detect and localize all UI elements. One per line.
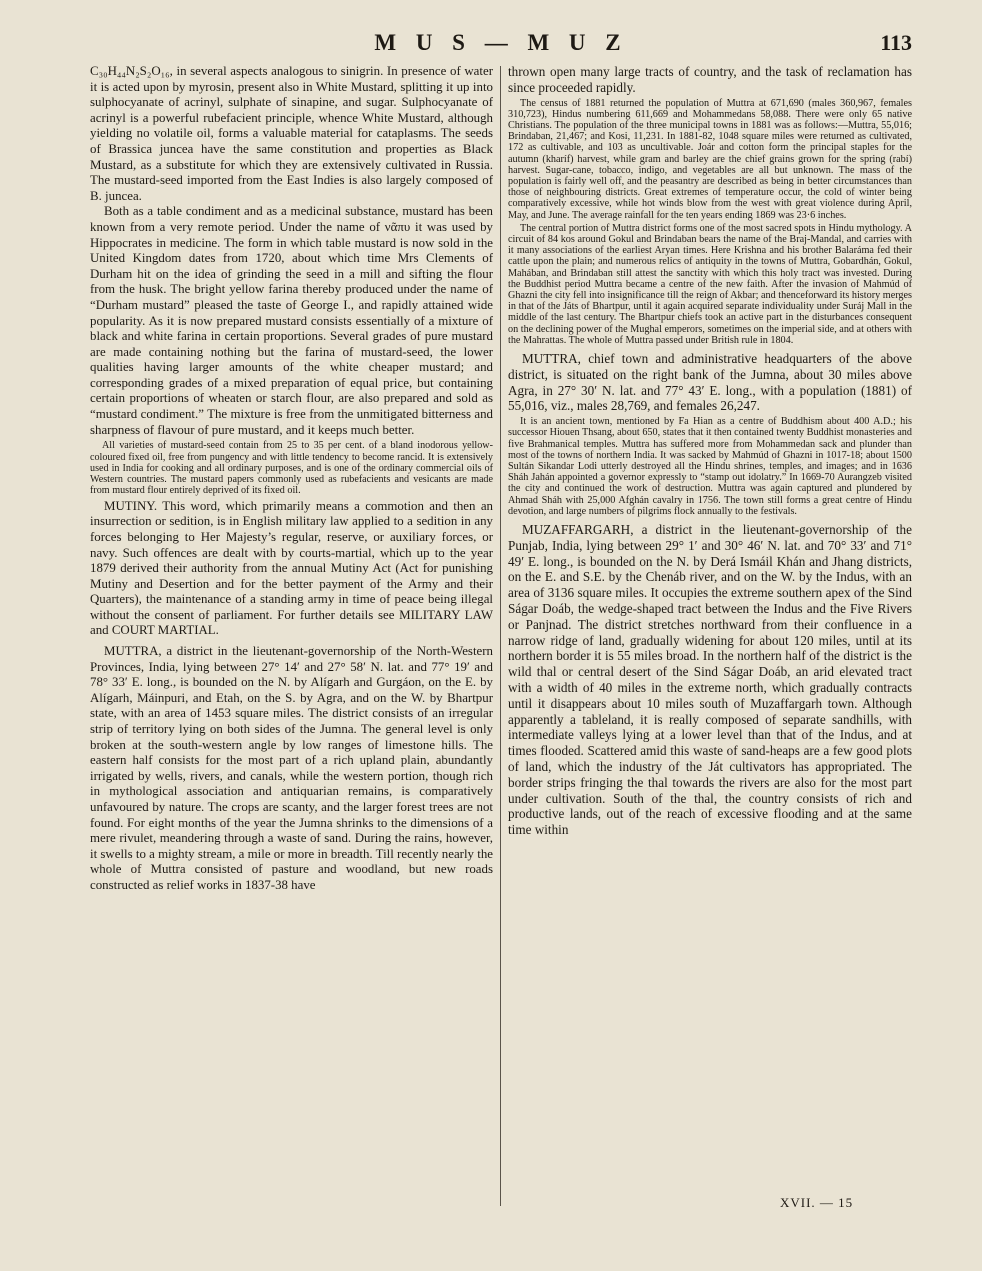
signature-mark: XVII. — 15 bbox=[780, 1195, 854, 1210]
entry-mutiny: MUTINY. This word, which primarily means a commotion and then an insurrection or sedition, is in English military law applied to a sedition in any forces belonging to Her Majesty’s regular, reserve, or auxiliary forces, or navy. Such offences are dealt with by courts-martial, which up to the year 1879 derived their authority from the annual Mutiny Act (Act for punishing Mutiny and Desertion and for the better payment of the Army and their Quarters), the maintenance of a standing army in time of peace being illegal without the consent of parliament. For further details see MILITARY LAW and COURT MARTIAL. bbox=[90, 498, 493, 638]
paragraph-muttra-continued: thrown open many large tracts of country, and the task of reclamation has since proceeded rapidly. bbox=[508, 64, 912, 95]
note-muttra-history: The central portion of Muttra district forms one of the most sacred spots in Hindu mythology. A circuit of 84 kos around Gokul and Brindaban bears the name of the Braj-Mandal, and carries with it many associations of the earliest Aryan times. Here Krishna and his brother Balaráma fed their cattle upon the plain; and numerous relics of antiquity in the towns of Muttra, Gobardhán, Gokul, Mahában, and Brindaban still attest the sanctity with which this holy tract was invested. During the Buddhist period Muttra became a centre of the new faith. After the invasion of Mahmúd of Ghazni the city fell into insignificance till the reign of Akbar; and thenceforward its history merges in that of the Játs of Bhartpur, until it again acquired separate individuality under Suráj Mall in the middle of the last century. The Bhartpur chiefs took an active part in the disturbances consequent on the declining power of the Mughal emperors, sometimes on the imperial side, and at others with the Mahrattas. The whole of Muttra passed under British rule in 1804. bbox=[508, 222, 912, 346]
entry-muttra-town: MUTTRA, chief town and administrative headquarters of the above district, is situated on the right bank of the Jumna, about 30 miles above Agra, in 27° 30′ N. lat. and 77° 43′ E. long., with a population (1881) of 55,016, viz., males 28,769, and females 26,247. bbox=[508, 351, 912, 414]
entry-muttra-district: MUTTRA, a district in the lieutenant-governorship of the North-Western Provinces, India, lying between 27° 14′ and 27° 58′ N. lat. and 77° 19′ and 78° 33′ E. long., is bounded on the N. by Alígarh and Gurgáon, on the E. by Alígarh, Máinpuri, and Etah, on the S. by Agra, and on the W. by Bhartpur state, with an area of 1453 square miles. The district consists of an irregular strip of territory lying on both sides of the Jumna. The general level is only broken at the south-western angle by low ranges of limestone hills. The eastern half consists for the most part of a rich upland plain, abundantly irrigated by wells, rivers, and canals, while the western portion, though rich in mythological association and antiquarian remains, is comparatively unfavoured by nature. The crops are scanty, and the larger forest trees are not found. For eight months of the year the Jumna shrinks to the dimensions of a mere rivulet, meandering through a waste of sand. During the rains, however, it swells to a mighty stream, a mile or more in breadth. Till recently nearly the whole of Muttra consisted of pasture and woodland, but new roads constructed as relief works in 1837-38 have bbox=[90, 644, 493, 892]
left-column bbox=[90, 64, 493, 1214]
entry-muzaffargarh: MUZAFFARGARH, a district in the lieutenant-governorship of the Punjab, India, lying between 29° 1′ and 30° 46′ N. lat. and 70° 33′ and 71° 49′ E. long., is bounded on the N. by Derá Ismáil Khán and Jhang districts, on the E. and S.E. by the Chenáb river, and on the W. by the Indus, with an area of 3136 square miles. It occupies the extreme southern apex of the Sind Ságar Doáb, the wedge-shaped tract between the Indus and the Five Rivers or Panjnad. The district stretches northward from their confluence in a narrow ridge of land, gradually widening for about 120 miles, until at its northern border it is 55 miles broad. In the northern half of the district is the wild thal or central desert of the Sind Ságar Doáb, an arid elevated tract with a width of 40 miles in the extreme north, which gradually contracts until it disappears about 10 miles south of Muzaffargarh town. Although apparently a tableland, it is really composed of separate sandhills, with intermediate valleys lying at a lower level than that of the Indus, and at times flooded. Scattered amid this waste of sand-heaps are a few good plots of land, which the industry of the Ját cultivators has appropriated. The border strips fringing the thal towards the rivers are also for the most part under cultivation. South of the thal, the country consists of rich and productive lands, out of the reach of excessive flooding and at the same time within bbox=[508, 522, 912, 838]
note-muttra-census: The census of 1881 returned the population of Muttra at 671,690 (males 360,967, females 310,723), Hindus numbering 611,669 and Mohammedans 58,088. There were only 65 native Christians. The population of the three municipal towns in 1881 was as follows:—Muttra, 55,016; Brindaban, 21,467; and Kosi, 11,231. In 1881-82, 1048 square miles were returned as cultivated, 172 as cultivable, and 103 as uncultivable. Joár and cotton form the principal staples for the autumn (kharíf) harvest, while gram and barley are the chief grains grown for the spring (rabí) harvest. Sugar-cane, tobacco, indigo, and vegetables are all but unknown. The mass of the population is fairly well off, and the peasantry are described as being in better circumstances than those of neighbouring districts. Great extremes of temperature occur, the cold of winter being comparatively excessive, while hot winds blow from the west with great violence during April, May, and June. The average rainfall for the ten years ending 1869 was 23·6 inches. bbox=[508, 97, 912, 221]
running-head: M U S — M U Z bbox=[374, 30, 628, 55]
paragraph-mustard-chemistry: C₃₀H₄₄N₂S₂O₁₆, in several aspects analogous to sinigrin. In presence of water it is acted upon by myrosin, present also in White Mustard, splitting it up into sulphocyanate of acrinyl, sulphate of sinapine, and sugar. Sulphocyanate of acrinyl is a powerful rubefacient principle, whence White Mustard, although yielding no volatile oil, forms a valuable material for cataplasms. The seeds of Brassica juncea have the same constitution and properties as Black Mustard, as a substitute for which they are extensively cultivated in Russia. The mustard-seed imported from the East Indies is also largely composed of B. juncea. bbox=[90, 64, 493, 203]
note-mustard-oil: All varieties of mustard-seed contain from 25 to 35 per cent. of a bland inodorous yellow-coloured fixed oil, free from pungency and with little tendency to become rancid. It is extensively used in India for cooking and all ordinary purposes, and is one of the ordinary commercial oils of Western countries. The mustard papers commonly used as rubefacients and vesicants are made from mustard flour entirely deprived of its fixed oil. bbox=[90, 440, 493, 497]
column-rule bbox=[500, 66, 501, 1206]
page-header bbox=[90, 30, 912, 62]
note-muttra-town-history: It is an ancient town, mentioned by Fa Hian as a centre of Buddhism about 400 A.D.; his successor Hiouen Thsang, about 650, states that it then contained twenty Buddhist monasteries and five Brahmanical temples. Muttra has suffered more from Mohammedan sack and plunder than most of the towns of northern India. It was sacked by Mahmúd of Ghazni in 1017-18; about 1500 Sultán Sikandar Lodi utterly destroyed all the Hindu shrines, temples, and images; and in 1636 Sháh Jahán appointed a governor expressly to “stamp out idolatry.” In 1669-70 Aurangzeb visited the city and continued the work of destruction. Muttra was again captured and plundered by Ahmad Sháh with 25,000 Afghán cavalry in 1756. The town still forms a great centre of Hindu devotion, and large numbers of pilgrims flock annually to the festivals. bbox=[508, 416, 912, 517]
paragraph-mustard-history: Both as a table condiment and as a medicinal substance, mustard has been known from a very remote period. Under the name of νᾶπυ it was used by Hippocrates in medicine. The form in which table mustard is now sold in the United Kingdom dates from 1720, about which time Mrs Clements of Durham hit on the idea of grinding the seed in a mill and sifting the flour from the husk. The bright yellow farina thereby produced under the name of “Durham mustard” pleased the taste of George I., and rapidly attained wide popularity. As it is now prepared mustard consists essentially of a mixture of black and white farina in certain proportions. Several grades of pure mustard are made containing nothing but the farina of mustard-seed, the lower qualities having larger amounts of the white cheaper mustard; and corresponding grades of a mixed preparation of equal price, but containing certain proportions of wheaten or starch flour, are also prepared and sold as “mustard condiment.” The mixture is free from the unmitigated bitterness and sharpness of flavour of pure mustard, and it keeps much better. bbox=[90, 204, 493, 437]
right-column bbox=[508, 64, 912, 1214]
page-number: 113 bbox=[880, 30, 912, 55]
